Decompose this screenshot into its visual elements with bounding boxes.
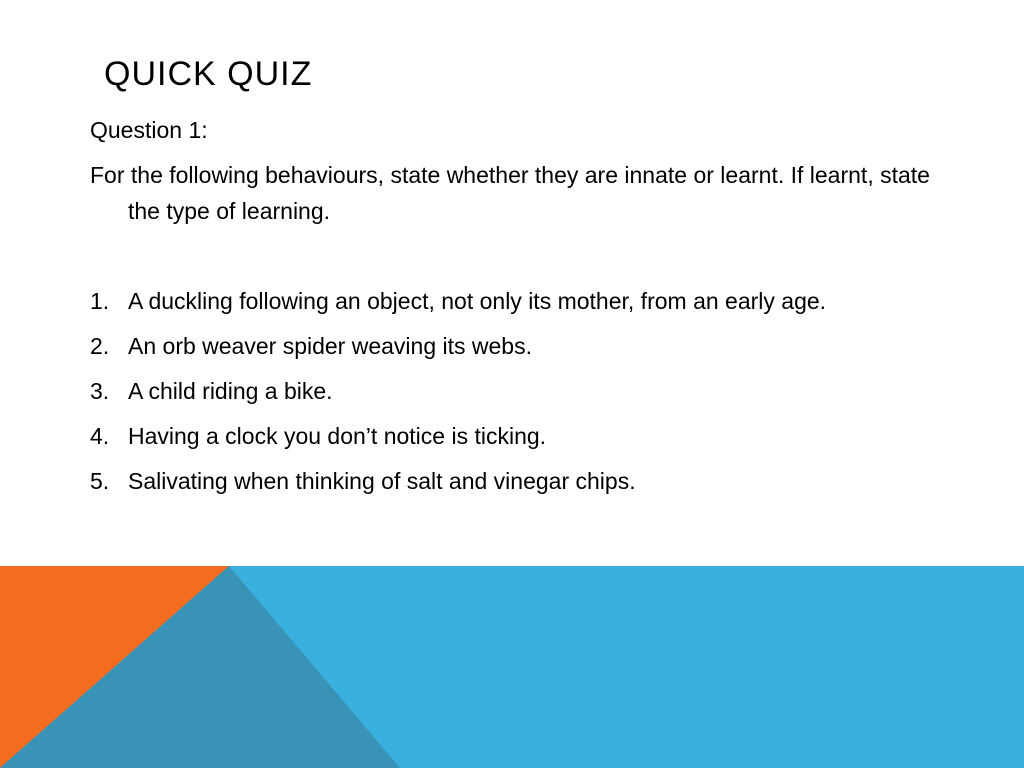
list-item-number: 5. [90, 468, 110, 494]
list-item-number: 2. [90, 333, 110, 359]
list-item [90, 418, 930, 454]
list-item-text: Salivating when thinking of salt and vinegar chips. [128, 468, 636, 494]
slide-title: QUICK QUIZ [104, 55, 313, 93]
list-item-number: 1. [90, 288, 110, 314]
spacer [90, 229, 930, 283]
list-item-text: Having a clock you don’t notice is ticking. [128, 423, 547, 449]
decorative-footer-band [0, 566, 1024, 768]
list-item [90, 373, 930, 409]
list-item-number: 3. [90, 378, 110, 404]
slide-body [90, 112, 930, 508]
list-item [90, 463, 930, 499]
question-instruction: For the following behaviours, state whether they are innate or learnt. If learnt, state the type of learning. [90, 162, 930, 224]
question-label: Question 1: [90, 117, 208, 143]
list-item [90, 283, 930, 319]
list-item-text: An orb weaver spider weaving its webs. [128, 333, 532, 359]
behaviour-list [90, 283, 930, 499]
list-item-text: A duckling following an object, not only its mother, from an early age. [128, 288, 827, 314]
list-item-number: 4. [90, 423, 110, 449]
list-item [90, 328, 930, 364]
list-item-text: A child riding a bike. [128, 378, 333, 404]
